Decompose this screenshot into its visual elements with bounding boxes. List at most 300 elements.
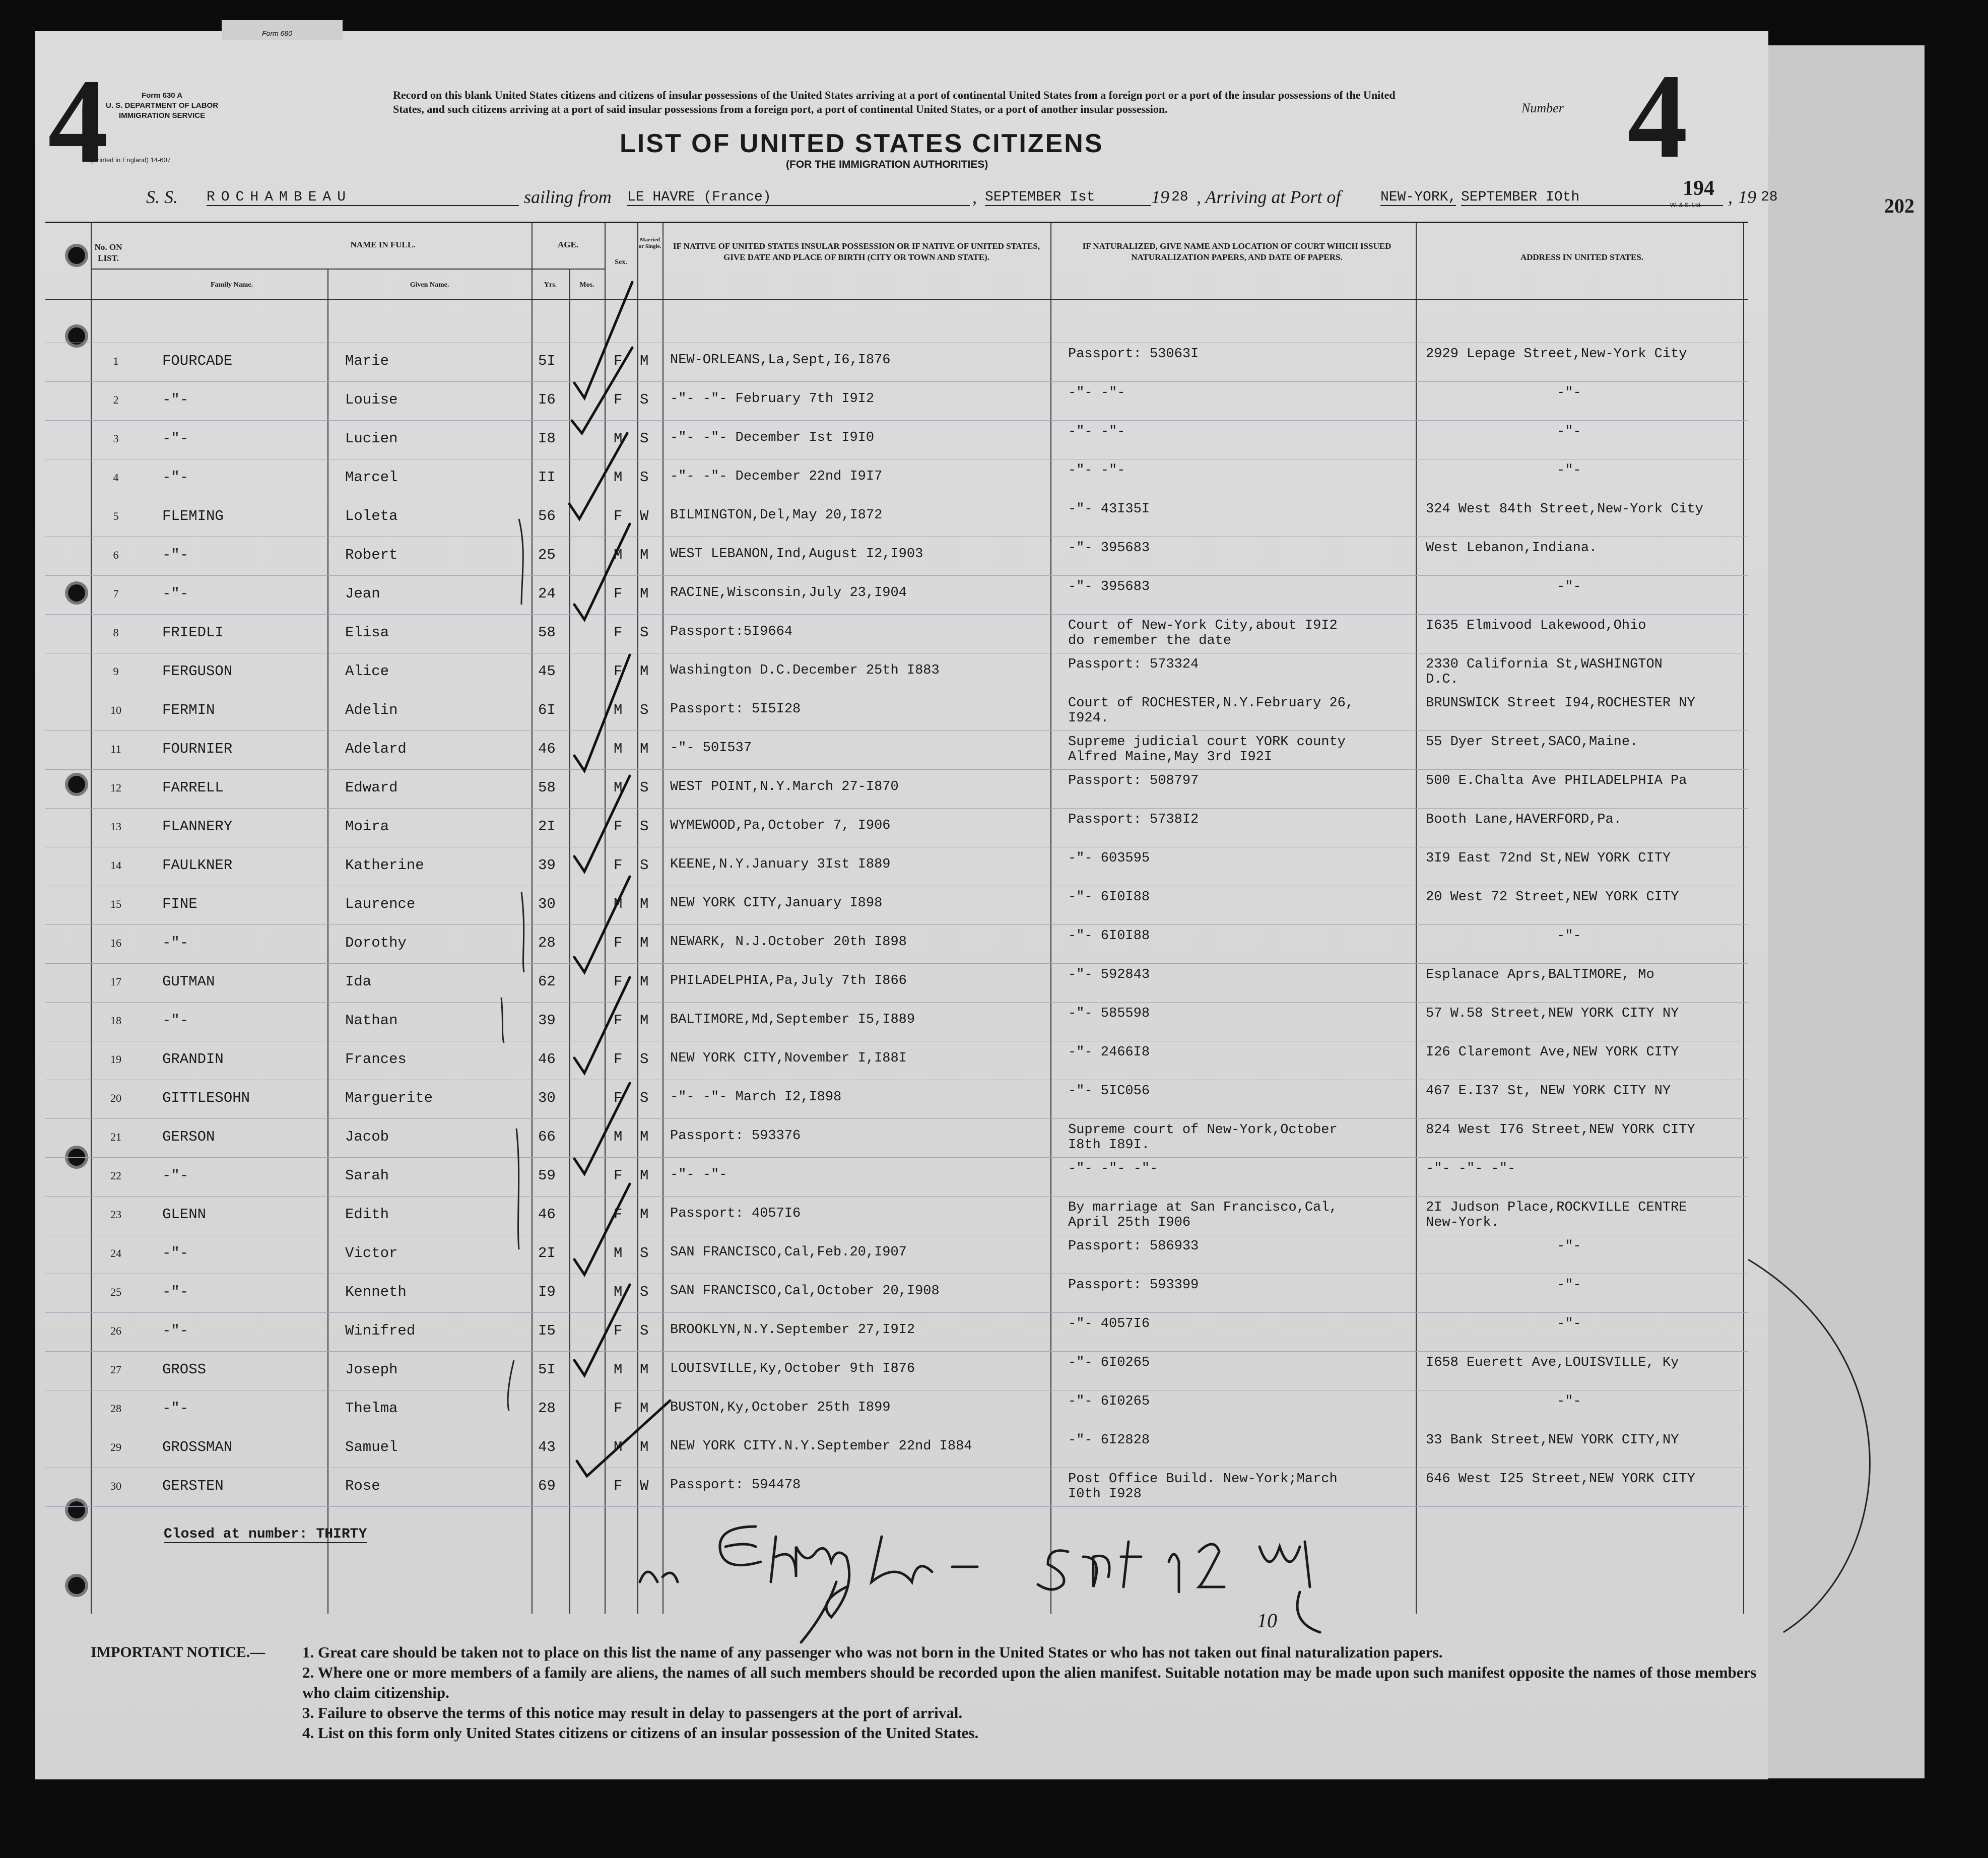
given-name: Robert: [345, 547, 398, 563]
birth-info: SAN FRANCISCO,Cal,Feb.20,I907: [670, 1245, 907, 1260]
naturalization-info: -"- 43I35I: [1068, 502, 1150, 517]
birth-info: RACINE,Wisconsin,July 23,I904: [670, 585, 907, 601]
marital-status: S: [640, 430, 649, 447]
row-number: 20: [110, 1092, 121, 1104]
family-name: -"-: [162, 1400, 189, 1417]
notice-item: 3. Failure to observe the terms of this notice may result in delay to passengers at the port of arrival.: [302, 1704, 963, 1721]
given-name: Ida: [345, 973, 372, 990]
marital-status: S: [640, 779, 649, 796]
sex: F: [614, 935, 623, 951]
age-years: 30: [538, 896, 556, 912]
row-number: 6: [113, 549, 119, 561]
family-name: -"-: [162, 935, 189, 951]
given-name: Katherine: [345, 857, 424, 874]
family-name: FARRELL: [162, 779, 224, 796]
sex: F: [614, 585, 623, 602]
sex: M: [614, 547, 623, 563]
naturalization-info: -"- 6I0I88: [1068, 928, 1150, 944]
sex: F: [614, 1012, 623, 1029]
header-mos: Mos.: [579, 281, 594, 289]
header-naturalized: IF NATURALIZED, GIVE NAME AND LOCATION OF COURT WHICH ISSUED NATURALIZATION PAPERS, AND DATE OF PAPERS.: [1082, 241, 1391, 262]
sex: F: [614, 818, 623, 835]
row-number: 7: [113, 587, 119, 600]
age-years: 58: [538, 779, 556, 796]
address: 646 West I25 Street,NEW YORK CITY: [1426, 1472, 1695, 1487]
row-number: 5: [113, 510, 119, 522]
header-married-single: Married or Single.: [638, 237, 661, 249]
row-number: 25: [110, 1286, 121, 1298]
record-instructions: Record on this blank United States citizens and citizens of insular possessions of the United States arriving at a port of continental United States from a foreign port or a port of the insular possessions of the United States, and such citizens arriving at a port of said insular possessions from a foreign port, a port of continental United States, or a port of another insular possession.: [393, 89, 1396, 115]
naturalization-info: -"- -"-: [1068, 385, 1125, 401]
age-years: 39: [538, 1012, 556, 1029]
age-years: I8: [538, 430, 556, 447]
family-name: -"-: [162, 1245, 189, 1262]
address: BRUNSWICK Street I94,ROCHESTER NY: [1426, 696, 1695, 711]
top-tab-label: Form 680: [262, 29, 292, 37]
naturalization-info: Passport: 508797: [1068, 773, 1199, 788]
birth-info: WEST POINT,N.Y.March 27-I870: [670, 779, 899, 794]
naturalization-info: Passport: 5738I2: [1068, 812, 1199, 827]
birth-info: Washington D.C.December 25th I883: [670, 663, 940, 678]
address: -"-: [1557, 463, 1581, 478]
naturalization-info: -"- -"-: [1068, 424, 1125, 439]
marital-status: S: [640, 1051, 649, 1068]
birth-info: BALTIMORE,Md,September I5,I889: [670, 1012, 915, 1027]
family-name: FAULKNER: [162, 857, 233, 874]
row-number: 8: [113, 626, 119, 639]
naturalization-info: Court of New-York City,about I9I2: [1068, 618, 1338, 633]
given-name: Sarah: [345, 1167, 389, 1184]
row-number: 11: [110, 743, 121, 755]
age-years: 39: [538, 857, 556, 874]
ship-line: S. S. ROCHAMBEAU sailing from LE HAVRE (France) , SEPTEMBER Ist 19 28 , Arriving at Port of NEW-YORK, SEPTEMBER IOth , 19 28: [146, 187, 1778, 207]
given-name: Louise: [345, 391, 398, 408]
row-number: 10: [110, 704, 121, 716]
birth-info: NEW YORK CITY.N.Y.September 22nd I884: [670, 1439, 972, 1454]
naturalization-info: -"- 6I0I88: [1068, 890, 1150, 905]
arriving-label: , Arriving at Port of: [1197, 187, 1341, 207]
age-years: I9: [538, 1284, 556, 1300]
address: -"-: [1557, 424, 1581, 439]
row-number: 23: [110, 1208, 121, 1221]
row-number: 27: [110, 1363, 121, 1376]
naturalization-info: Supreme judicial court YORK county: [1068, 735, 1346, 750]
family-name: -"-: [162, 1012, 189, 1029]
row-number: 14: [110, 859, 121, 872]
naturalization-info: Passport: 593399: [1068, 1278, 1199, 1293]
family-name: -"-: [162, 1167, 189, 1184]
marital-status: S: [640, 1090, 649, 1106]
sex: F: [614, 508, 623, 524]
given-name: Samuel: [345, 1439, 398, 1455]
address: -"-: [1557, 928, 1581, 944]
row-number: 4: [113, 471, 119, 484]
naturalization-info-2: do remember the date: [1068, 633, 1232, 648]
given-name: Rose: [345, 1478, 380, 1494]
given-name: Dorothy: [345, 935, 407, 951]
sex: F: [614, 1051, 623, 1068]
given-name: Marie: [345, 353, 389, 369]
row-number: 3: [113, 432, 119, 445]
age-years: 66: [538, 1129, 556, 1145]
birth-info: -"- 50I537: [670, 741, 752, 756]
number-label: Number: [1521, 101, 1564, 115]
birth-info: -"- -"- December Ist I9I0: [670, 430, 875, 445]
age-years: 25: [538, 547, 556, 563]
age-years: 28: [538, 935, 556, 951]
sex: F: [614, 1478, 623, 1494]
given-name: Jacob: [345, 1129, 389, 1145]
departure-date: SEPTEMBER Ist: [985, 189, 1151, 206]
form-number-left: 4: [48, 54, 108, 188]
age-years: 46: [538, 741, 556, 757]
marital-status: M: [640, 1167, 649, 1184]
side-page-number: 202: [1884, 194, 1914, 217]
address: 3I9 East 72nd St,NEW YORK CITY: [1426, 851, 1671, 866]
marital-status: M: [640, 547, 649, 563]
given-name: Thelma: [345, 1400, 398, 1417]
birth-info: NEW YORK CITY,January I898: [670, 896, 883, 911]
naturalization-info: Passport: 53063I: [1068, 347, 1199, 362]
row-number: 30: [110, 1480, 121, 1492]
naturalization-info: -"- 6I0265: [1068, 1355, 1150, 1370]
given-name: Jean: [345, 585, 380, 602]
age-years: 43: [538, 1439, 556, 1455]
row-number: 21: [110, 1131, 121, 1143]
birth-info: -"- -"-: [670, 1167, 727, 1182]
row-number: 13: [110, 820, 121, 833]
sex: M: [614, 469, 623, 486]
sex: F: [614, 1322, 623, 1339]
row-number: 9: [113, 665, 119, 678]
address: I635 Elmivood Lakewood,Ohio: [1426, 618, 1646, 633]
sex: F: [614, 663, 623, 680]
marital-status: S: [640, 469, 649, 486]
notice-item: 4. List on this form only United States citizens or citizens of an insular possession of the United States.: [302, 1724, 979, 1742]
given-name: Frances: [345, 1051, 407, 1068]
sex: M: [614, 430, 623, 447]
given-name: Edith: [345, 1206, 389, 1223]
marital-status: M: [640, 741, 649, 757]
birth-info: Passport: 593376: [670, 1129, 801, 1144]
address: 2I Judson Place,ROCKVILLE CENTRE: [1426, 1200, 1687, 1215]
family-name: -"-: [162, 1322, 189, 1339]
arrival-date: SEPTEMBER IOth: [1461, 189, 1723, 206]
address: -"-: [1557, 1394, 1581, 1409]
marital-status: S: [640, 857, 649, 874]
sex: M: [614, 1284, 623, 1300]
family-name: GUTMAN: [162, 973, 215, 990]
sex: M: [614, 702, 623, 718]
age-years: 28: [538, 1400, 556, 1417]
address-2: New-York.: [1426, 1215, 1499, 1230]
age-years: I6: [538, 391, 556, 408]
marital-status: S: [640, 818, 649, 835]
family-name: -"-: [162, 430, 189, 447]
naturalization-info-2: I8th I89I.: [1068, 1138, 1150, 1153]
printer-mark: W. & S. Ltd.: [1670, 202, 1702, 209]
sex: F: [614, 1206, 623, 1223]
row-number: 24: [110, 1247, 121, 1259]
marital-status: M: [640, 585, 649, 602]
family-name: FINE: [162, 896, 197, 912]
marital-status: M: [640, 1361, 649, 1378]
sex: F: [614, 973, 623, 990]
form-code: Form 630 A: [141, 91, 183, 100]
birth-info: NEW YORK CITY,November I,I88I: [670, 1051, 907, 1066]
family-name: FLEMING: [162, 508, 224, 524]
row-number: 18: [110, 1014, 121, 1027]
row-number: 2: [113, 393, 119, 406]
birth-info: NEW-ORLEANS,La,Sept,I6,I876: [670, 353, 891, 368]
naturalization-info: Post Office Build. New-York;March: [1068, 1472, 1338, 1487]
age-years: 5I: [538, 353, 556, 369]
departure-year: 28: [1171, 189, 1188, 205]
family-name: FOURNIER: [162, 741, 233, 757]
family-name: FERMIN: [162, 702, 215, 718]
age-years: 59: [538, 1167, 556, 1184]
address: 55 Dyer Street,SACO,Maine.: [1426, 735, 1638, 750]
naturalization-info: -"- 603595: [1068, 851, 1150, 866]
naturalization-info: Passport: 573324: [1068, 657, 1199, 672]
header-name-in-full: NAME IN FULL.: [350, 240, 416, 249]
naturalization-info: -"- 2466I8: [1068, 1045, 1150, 1060]
family-name: GITTLESOHN: [162, 1090, 250, 1106]
address: 2929 Lepage Street,New-York City: [1426, 347, 1687, 362]
page-title: LIST OF UNITED STATES CITIZENS: [620, 129, 1104, 158]
notice-item: 2. Where one or more members of a family are aliens, the names of all such members should be recorded upon the alien manifest. Suitable notation may be made upon such manifest opposite the names of those members who claim citizenship.: [302, 1664, 1757, 1701]
naturalization-info: -"- 395683: [1068, 541, 1150, 556]
from-port: LE HAVRE (France): [627, 189, 970, 206]
marital-status: S: [640, 702, 649, 718]
marital-status: M: [640, 353, 649, 369]
family-name: FOURCADE: [162, 353, 233, 369]
family-name: -"-: [162, 391, 189, 408]
address: I658 Euerett Ave,LOUISVILLE, Ky: [1426, 1355, 1679, 1370]
row-number: 28: [110, 1402, 121, 1415]
arrival-port: NEW-YORK,: [1380, 189, 1457, 205]
row-number: 17: [110, 975, 121, 988]
age-years: 30: [538, 1090, 556, 1106]
birth-info: BUSTON,Ky,October 25th I899: [670, 1400, 891, 1415]
closed-at-number: Closed at number: THIRTY: [164, 1527, 367, 1542]
naturalization-info: -"- -"-: [1068, 463, 1125, 478]
sailing-from-label: sailing from: [524, 187, 612, 207]
naturalization-info-2: Alfred Maine,May 3rd I92I: [1068, 750, 1273, 765]
given-name: Winifred: [345, 1322, 416, 1339]
marital-status: M: [640, 663, 649, 680]
given-name: Moira: [345, 818, 389, 835]
sex: M: [614, 1245, 623, 1262]
birth-info: -"- -"- December 22nd I9I7: [670, 469, 883, 484]
marital-status: S: [640, 1322, 649, 1339]
marital-status: S: [640, 624, 649, 641]
list-number: 4: [1627, 49, 1688, 183]
age-years: 5I: [538, 1361, 556, 1378]
age-years: 2I: [538, 818, 556, 835]
naturalization-info: -"- 6I0265: [1068, 1394, 1150, 1409]
marital-status: M: [640, 1400, 649, 1417]
given-name: Victor: [345, 1245, 398, 1262]
naturalization-info: -"- 395683: [1068, 579, 1150, 594]
address: 20 West 72 Street,NEW YORK CITY: [1426, 890, 1679, 905]
sex: M: [614, 779, 623, 796]
sex: M: [614, 1129, 623, 1145]
sex: M: [614, 741, 623, 757]
given-name: Marcel: [345, 469, 398, 486]
age-years: 24: [538, 585, 556, 602]
row-number: 19: [110, 1053, 121, 1066]
ship-prefix: S. S.: [146, 187, 178, 207]
row-number: 26: [110, 1324, 121, 1337]
address: 33 Bank Street,NEW YORK CITY,NY: [1426, 1433, 1679, 1448]
header-family-name: Family Name.: [211, 281, 253, 289]
family-name: GRANDIN: [162, 1051, 224, 1068]
printed-note: (Printed in England) 14-607: [91, 156, 171, 164]
birth-info: BROOKLYN,N.Y.September 27,I9I2: [670, 1322, 915, 1338]
marital-status: M: [640, 896, 649, 912]
address: I26 Claremont Ave,NEW YORK CITY: [1426, 1045, 1679, 1060]
given-name: Adelin: [345, 702, 398, 718]
naturalization-info: -"- 592843: [1068, 967, 1150, 982]
address: Esplanace Aprs,BALTIMORE, Mo: [1426, 967, 1654, 982]
address: 500 E.Chalta Ave PHILADELPHIA Pa: [1426, 773, 1687, 788]
arrival-year: 28: [1761, 189, 1778, 205]
address: -"-: [1557, 1278, 1581, 1293]
birth-info: SAN FRANCISCO,Cal,October 20,I908: [670, 1284, 940, 1299]
svg-text:10: 10: [1257, 1609, 1277, 1632]
birth-info: WEST LEBANON,Ind,August I2,I903: [670, 547, 923, 562]
family-name: GERSTEN: [162, 1478, 224, 1494]
family-name: FERGUSON: [162, 663, 233, 680]
naturalization-info: Court of ROCHESTER,N.Y.February 26,: [1068, 696, 1354, 711]
given-name: Lucien: [345, 430, 398, 447]
birth-info: Passport: 4057I6: [670, 1206, 801, 1221]
naturalization-info: -"- 5IC056: [1068, 1084, 1150, 1099]
family-name: GLENN: [162, 1206, 207, 1223]
notice-lead: IMPORTANT NOTICE.—: [91, 1644, 266, 1661]
department: U. S. DEPARTMENT OF LABOR: [106, 101, 219, 110]
age-years: 2I: [538, 1245, 556, 1262]
marital-status: W: [640, 1478, 649, 1494]
age-years: 56: [538, 508, 556, 524]
naturalization-info-2: April 25th I906: [1068, 1215, 1191, 1230]
sex: M: [614, 896, 623, 912]
birth-info: Passport:5I9664: [670, 624, 793, 639]
given-name: Alice: [345, 663, 389, 680]
marital-status: S: [640, 1284, 649, 1300]
family-name: -"-: [162, 469, 189, 486]
header-yrs: Yrs.: [544, 281, 557, 289]
address: Booth Lane,HAVERFORD,Pa.: [1426, 812, 1622, 827]
family-name: FLANNERY: [162, 818, 233, 835]
family-name: FRIEDLI: [162, 624, 224, 641]
sex: F: [614, 1400, 623, 1417]
naturalization-info-2: I924.: [1068, 711, 1109, 726]
given-name: Joseph: [345, 1361, 398, 1378]
given-name: Marguerite: [345, 1090, 433, 1106]
address: 57 W.58 Street,NEW YORK CITY NY: [1426, 1006, 1679, 1021]
address: 467 E.I37 St, NEW YORK CITY NY: [1426, 1084, 1671, 1099]
sex: M: [614, 1439, 623, 1455]
age-years: 46: [538, 1051, 556, 1068]
naturalization-info-2: I0th I928: [1068, 1487, 1142, 1502]
marital-status: M: [640, 973, 649, 990]
birth-info: Passport: 5I5I28: [670, 702, 801, 717]
given-name: Loleta: [345, 508, 398, 524]
notice-item: 1. Great care should be taken not to place on this list the name of any passenger who was not born in the United States or who has not taken out final naturalization papers.: [302, 1643, 1443, 1661]
row-number: 12: [110, 781, 121, 794]
family-name: GERSON: [162, 1129, 215, 1145]
birth-info: -"- -"- March I2,I898: [670, 1090, 842, 1105]
marital-status: S: [640, 391, 649, 408]
given-name: Elisa: [345, 624, 389, 641]
address: West Lebanon,Indiana.: [1426, 541, 1598, 556]
header-given-name: Given Name.: [410, 281, 449, 289]
given-name: Edward: [345, 779, 398, 796]
sex: F: [614, 1167, 623, 1184]
header-sex: Sex.: [615, 258, 627, 266]
naturalization-info: -"- 585598: [1068, 1006, 1150, 1021]
service: IMMIGRATION SERVICE: [118, 111, 206, 120]
age-years: 58: [538, 624, 556, 641]
sex: F: [614, 1090, 623, 1106]
header-no: No. ON LIST.: [94, 242, 122, 263]
sex: F: [614, 624, 623, 641]
naturalization-info: Supreme court of New-York,October: [1068, 1122, 1338, 1138]
naturalization-info: -"- 4057I6: [1068, 1316, 1150, 1332]
given-name: Kenneth: [345, 1284, 407, 1300]
page-subtitle: (FOR THE IMMIGRATION AUTHORITIES): [786, 159, 988, 170]
row-number: 29: [110, 1441, 121, 1453]
family-name: -"-: [162, 1284, 189, 1300]
family-name: -"-: [162, 547, 189, 563]
address: 324 West 84th Street,New-York City: [1426, 502, 1703, 517]
age-years: 69: [538, 1478, 556, 1494]
marital-status: W: [640, 508, 649, 524]
inspector-signature: [625, 1506, 1380, 1647]
marital-status: M: [640, 1012, 649, 1029]
family-name: GROSSMAN: [162, 1439, 233, 1455]
header-address: ADDRESS IN UNITED STATES.: [1520, 252, 1644, 262]
address: -"-: [1557, 579, 1581, 594]
ship-name: ROCHAMBEAU: [207, 189, 519, 206]
row-number: 16: [110, 937, 121, 949]
given-name: Laurence: [345, 896, 416, 912]
age-years: 45: [538, 663, 556, 680]
row-number: 1: [113, 355, 119, 367]
family-name: GROSS: [162, 1361, 207, 1378]
arrival-year-prefix: 19: [1738, 187, 1756, 207]
address: -"-: [1557, 385, 1581, 401]
age-years: I5: [538, 1322, 556, 1339]
row-number: 15: [110, 898, 121, 910]
notice-list: [302, 1642, 1763, 1743]
birth-info: LOUISVILLE,Ky,October 9th I876: [670, 1361, 915, 1376]
sex: M: [614, 1361, 623, 1378]
departure-year-prefix: 19: [1151, 187, 1169, 207]
naturalization-info: Passport: 586933: [1068, 1239, 1199, 1254]
birth-info: Passport: 594478: [670, 1478, 801, 1493]
marital-status: S: [640, 1245, 649, 1262]
row-number: 22: [110, 1169, 121, 1182]
birth-info: NEWARK, N.J.October 20th I898: [670, 935, 907, 950]
sex: F: [614, 353, 623, 369]
age-years: II: [538, 469, 556, 486]
marital-status: M: [640, 1206, 649, 1223]
birth-info: WYMEWOOD,Pa,October 7, I906: [670, 818, 891, 833]
address-2: D.C.: [1426, 672, 1459, 687]
